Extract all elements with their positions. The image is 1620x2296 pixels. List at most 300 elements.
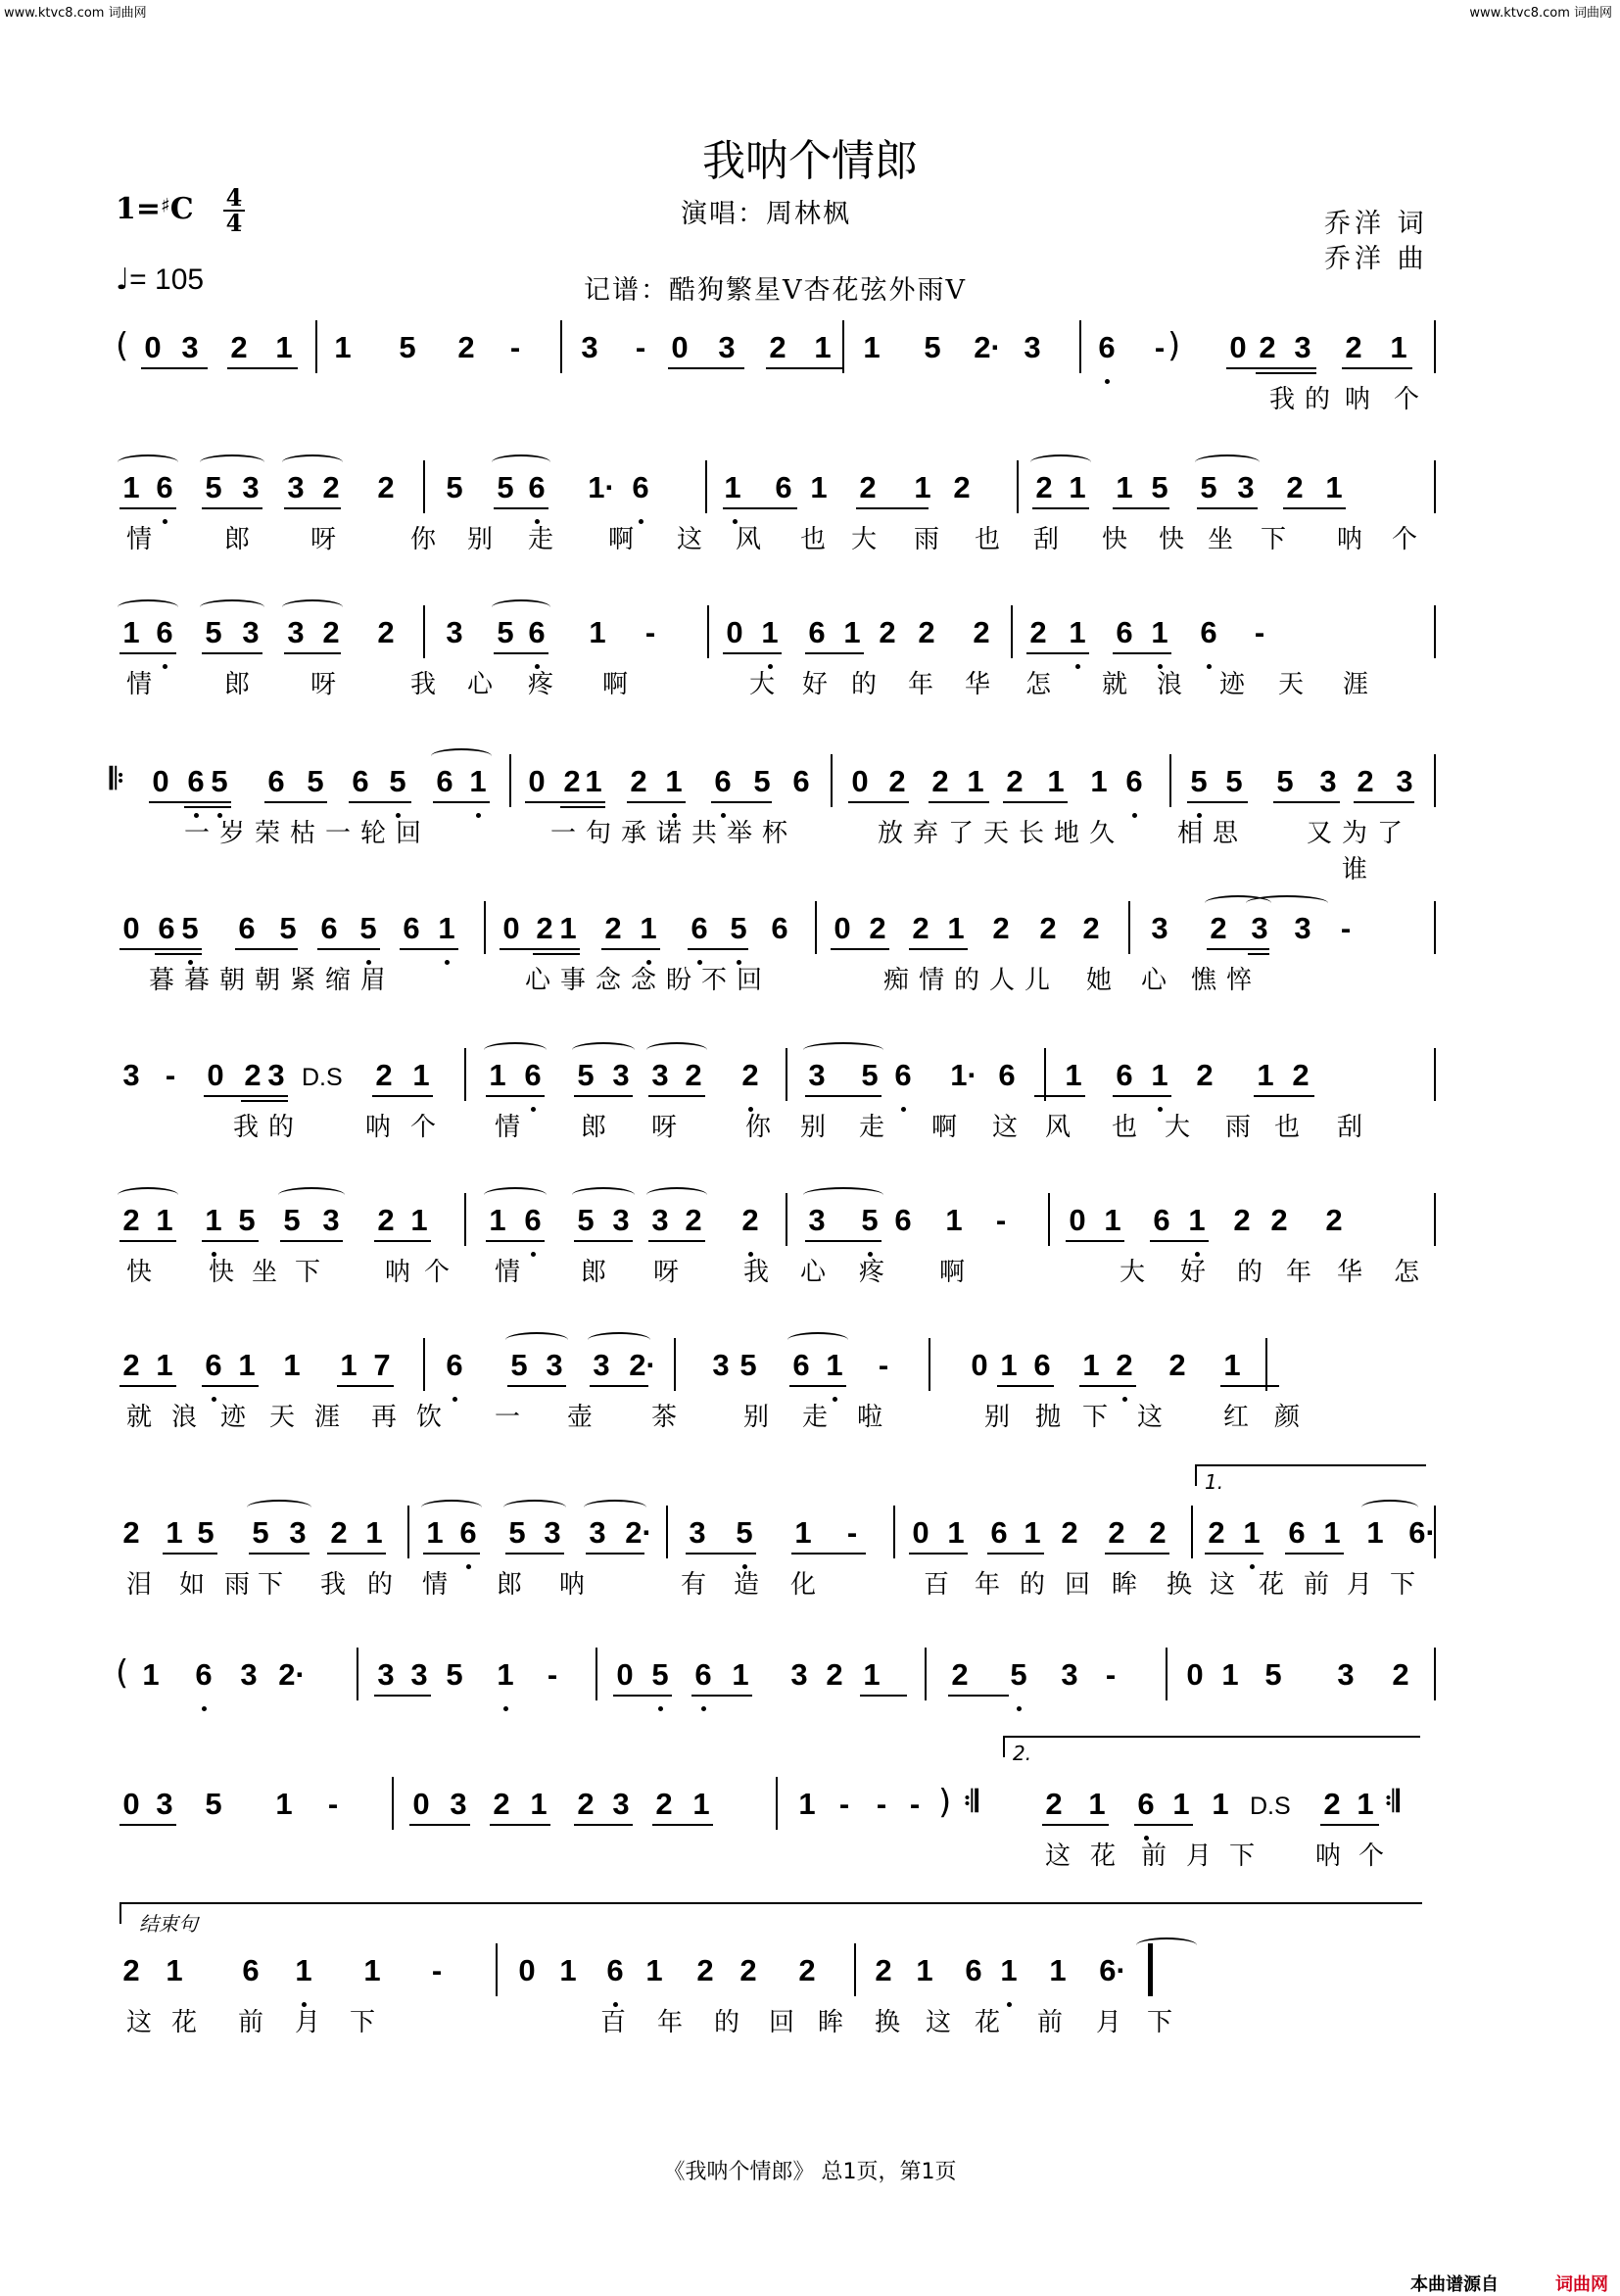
beam-underline [486, 1240, 545, 1242]
beam-underline [1197, 507, 1258, 509]
note: 2 [322, 615, 340, 649]
lyric-syllable: 我 [409, 670, 436, 699]
slur-arc [492, 599, 550, 615]
note: 2 [1270, 1203, 1288, 1237]
note: 1 [275, 330, 293, 364]
lyrics-line [116, 1252, 1424, 1291]
lyric-syllable: 下 [294, 1258, 320, 1287]
note: 0 [971, 1348, 988, 1382]
note: 2 [918, 615, 935, 649]
note: 6 [524, 1058, 542, 1092]
lyric-syllable: 花 [170, 2008, 197, 2037]
note: 2 [826, 1657, 843, 1692]
hold-dash: - [995, 1203, 1007, 1237]
beam-underline [119, 652, 176, 654]
lyric-syllable: 的 [713, 2008, 739, 2037]
sharp-sign: ♯ [161, 193, 170, 217]
note: 5 [730, 911, 747, 945]
note: 1 [497, 1657, 514, 1692]
note: 0 [726, 615, 743, 649]
note: 5 [577, 1058, 595, 1092]
note: 0 [412, 1787, 430, 1821]
note: 2 [1006, 764, 1024, 798]
note: 6 [606, 1953, 624, 1987]
lyric-syllable: 呀 [310, 525, 336, 554]
singer-credit: 演唱：周林枫 [681, 199, 851, 229]
lyric-syllable: 雨 [913, 525, 939, 554]
note: 3 [581, 330, 598, 364]
note: 2 [1196, 1058, 1214, 1092]
note: 1 [1390, 330, 1407, 364]
note: 1 [1116, 470, 1133, 504]
note: 1 [1172, 1787, 1190, 1821]
lyric-syllable: 呀 [650, 1113, 677, 1142]
note: 1 [826, 1348, 843, 1382]
beam-underline-double [241, 1100, 288, 1102]
note: 1· [588, 470, 615, 504]
notation-line [116, 1346, 1424, 1395]
lyric-syllable: 下 [349, 2008, 375, 2037]
note: 5 [238, 1203, 256, 1237]
lyric-syllable: 眸 [817, 2008, 843, 2037]
slur-arc [118, 454, 178, 470]
hold-dash: - [635, 330, 646, 364]
note: 3 [544, 1515, 561, 1550]
lyric-syllable: 郎 [496, 1570, 522, 1600]
note: 6 [242, 1953, 260, 1987]
beam-underline [1003, 801, 1068, 803]
time-signature [223, 183, 245, 237]
note: 2 [655, 1787, 673, 1821]
note: 5 [283, 1203, 301, 1237]
hold-dash: - [876, 1787, 887, 1821]
bar-line [666, 1506, 668, 1558]
hold-dash: - [878, 1348, 889, 1382]
lyric-syllable: 情 [125, 525, 152, 554]
lyrics-line [116, 1397, 1424, 1436]
note: 2 [859, 470, 877, 504]
slur-arc [503, 1500, 566, 1515]
lyric-syllable: 造 [733, 1570, 759, 1600]
note: 2 [769, 330, 786, 364]
note: 6 [1153, 1203, 1170, 1237]
lyric-syllable: 年 [656, 2008, 683, 2037]
note: 6 [808, 615, 826, 649]
note: 5 [399, 330, 416, 364]
lyric-syllable: 再 [370, 1403, 397, 1432]
note: 3 [1237, 470, 1255, 504]
note: 6 [187, 764, 205, 798]
slur-arc [646, 1042, 707, 1058]
lyric-syllable: 天 [1277, 670, 1304, 699]
note: 1 [238, 1348, 256, 1382]
note: 3 [156, 1787, 173, 1821]
note: 1 [489, 1203, 506, 1237]
lyric-syllable: 别 [983, 1403, 1010, 1432]
lyric-syllable: 这 [1209, 1570, 1235, 1600]
note: 1 [1000, 1348, 1018, 1382]
hold-dash: - [909, 1787, 921, 1821]
beam-underline-double [184, 806, 231, 808]
lyric-syllable: 抛 [1034, 1403, 1061, 1432]
bar-line [392, 1777, 394, 1830]
note: 3 [1151, 911, 1168, 945]
note: 1 [810, 470, 828, 504]
lyric-syllable: 壶 [566, 1403, 593, 1432]
note: 6 [524, 1203, 542, 1237]
note: 6 [1137, 1787, 1155, 1821]
beam-underline [909, 1553, 968, 1555]
note: 2 [741, 1058, 759, 1092]
beam-underline [1220, 1385, 1279, 1387]
note: 3 [589, 1515, 606, 1550]
lyric-syllable: 郎 [223, 525, 250, 554]
beam-underline [668, 367, 744, 369]
note: 1 [438, 911, 455, 945]
lyric-syllable: 下 [1260, 525, 1286, 554]
notation-line [116, 1742, 1424, 1834]
beam-underline [586, 1553, 644, 1555]
beam-underline [374, 1695, 431, 1697]
beam-underline-double [533, 953, 580, 955]
slur-arc [505, 1332, 568, 1348]
notation-line [116, 328, 1424, 377]
note: 1 [122, 615, 140, 649]
note: 1 [1069, 615, 1086, 649]
lyric-syllable: 就 [1101, 670, 1127, 699]
bar-line [423, 460, 425, 513]
note: 3 [242, 615, 260, 649]
note: 1 [640, 911, 657, 945]
note: 2 [244, 1058, 262, 1092]
bar-line [1079, 320, 1081, 373]
lyric-syllable: 暮暮朝朝紧缩眉 [149, 966, 397, 995]
lyric-syllable: 也 [1111, 1113, 1137, 1142]
lyric-syllable: 前 [1303, 1570, 1329, 1600]
beam-underline [1273, 801, 1340, 803]
lyric-syllable: 啊 [930, 1113, 957, 1142]
lyric-syllable: 这 [676, 525, 702, 554]
note: 1 [947, 911, 965, 945]
beam-underline [119, 1385, 176, 1387]
lyric-syllable: 呐 [1314, 1842, 1341, 1871]
slur-arc [1246, 895, 1328, 911]
beam-underline [507, 1385, 566, 1387]
lyric-syllable: 她 [1085, 966, 1112, 995]
note: 5 [211, 764, 228, 798]
bar-line [464, 1048, 466, 1101]
lyrics-line [116, 1564, 1424, 1603]
note: 1 [1069, 470, 1086, 504]
note: 1 [275, 1787, 293, 1821]
note: 1 [122, 470, 140, 504]
slur-arc [803, 1042, 883, 1058]
lyrics-line [116, 813, 1424, 885]
bar-line [1434, 901, 1436, 954]
bar-line [1434, 460, 1436, 513]
lyric-syllable: 饮 [415, 1403, 442, 1432]
note: 6 [775, 470, 792, 504]
beam-underline [235, 948, 298, 950]
lyric-syllable: 浪 [1156, 670, 1182, 699]
score-row [116, 468, 1424, 576]
lyric-syllable: 雨 [223, 1570, 250, 1600]
bar-line [854, 1943, 856, 1996]
lyric-syllable: 快 [1158, 525, 1184, 554]
volta-bracket [1195, 1464, 1426, 1486]
note: 6 [459, 1515, 477, 1550]
note: 1 [761, 615, 779, 649]
note: 1 [732, 1657, 749, 1692]
slur-arc [484, 1042, 547, 1058]
note: 5 [1276, 764, 1294, 798]
note: 5 [736, 1515, 753, 1550]
note: 1 [410, 1203, 428, 1237]
beam-underline [574, 1824, 633, 1826]
note: 2 [685, 1058, 702, 1092]
lyric-syllable: 化 [789, 1570, 816, 1600]
lyricist-credit: 乔洋 词 [1324, 209, 1428, 239]
bar-line [1128, 901, 1130, 954]
bar-line [315, 320, 317, 373]
note: 0 [1229, 330, 1247, 364]
score-row [116, 1056, 1424, 1164]
beam-underline [652, 1824, 713, 1826]
beam-underline [372, 1095, 433, 1097]
bar-line [496, 1943, 498, 1996]
lyrics-line [116, 1107, 1424, 1146]
slur-arc [588, 1332, 650, 1348]
note: 2 [122, 1203, 140, 1237]
beam-underline [494, 507, 548, 509]
lyric-syllable: 呐 [558, 1570, 585, 1600]
note: 3 [181, 330, 199, 364]
note: 6 [1116, 1058, 1133, 1092]
note: 6 [1125, 764, 1143, 798]
note: 2 [1029, 615, 1047, 649]
notation-line [116, 468, 1424, 517]
lyric-syllable: 这 [925, 2008, 951, 2037]
lyric-syllable: 呐 [1344, 385, 1370, 414]
lyric-syllable: 一 [494, 1403, 520, 1432]
bar-line [560, 320, 562, 373]
note: 0 [207, 1058, 224, 1092]
note: 1 [283, 1348, 301, 1382]
score-row [116, 1346, 1424, 1454]
note: 2 [875, 1953, 892, 1987]
note: 1 [334, 330, 352, 364]
lyric-syllable: 放弃了天长地久 [878, 819, 1125, 848]
beam-underline [1113, 652, 1171, 654]
slur-arc [484, 1187, 547, 1203]
note: 5 [508, 1515, 526, 1550]
beam-underline [433, 801, 490, 803]
lyric-syllable: 年 [1285, 1258, 1311, 1287]
note: 1 [559, 911, 577, 945]
volta-number: 2. [1013, 1742, 1032, 1765]
note: 3 [1319, 764, 1337, 798]
parenthesis: ( [116, 326, 129, 365]
note: 3 [689, 1515, 706, 1550]
lyric-syllable: 快 [1101, 525, 1127, 554]
beam-underline-double [1248, 953, 1269, 955]
note: 1 [947, 1515, 965, 1550]
score-row [116, 1742, 1424, 1892]
note: 2 [931, 764, 949, 798]
lyric-syllable: 情 [494, 1113, 520, 1142]
beam-underline [1134, 1824, 1193, 1826]
note: 3 [240, 1657, 258, 1692]
bar-line [423, 605, 425, 658]
note: 1 [585, 764, 602, 798]
hold-dash: - [547, 1657, 558, 1692]
repeat-end: 𝄇 [964, 1785, 978, 1819]
note: 3 [651, 1058, 669, 1092]
note: 3 [808, 1058, 826, 1092]
lyric-syllable: 有 [680, 1570, 706, 1600]
beam-underline [249, 1553, 310, 1555]
note: 6 [156, 615, 173, 649]
note: 1 [724, 470, 741, 504]
lyric-syllable: 个 [1393, 385, 1419, 414]
lyric-syllable: 坐 [1207, 525, 1233, 554]
note: 1 [863, 330, 881, 364]
beam-underline [1066, 1240, 1124, 1242]
lyric-syllable: 怎 [1024, 670, 1051, 699]
lyric-syllable: 大 [850, 525, 877, 554]
lyric-syllable: 疼 [858, 1258, 884, 1287]
note: 5 [739, 1348, 757, 1382]
note: 2 [869, 911, 886, 945]
lyric-syllable: 痴情的人儿 [883, 966, 1061, 995]
beam-underline-double [155, 953, 202, 955]
note: 5 [307, 764, 324, 798]
beam-underline-double [1256, 372, 1316, 374]
lyric-syllable: 回 [768, 2008, 794, 2037]
source-site: 词曲网 [1555, 2274, 1608, 2295]
lyrics-line [116, 1836, 1424, 1875]
note: 0 [122, 911, 140, 945]
note: 5 [205, 470, 222, 504]
beam-underline [525, 801, 605, 803]
note: 2 [741, 1203, 759, 1237]
note: 3 [287, 470, 305, 504]
note: 0 [671, 330, 689, 364]
note: 2 [1210, 911, 1227, 945]
lyric-syllable: 迹 [219, 1403, 246, 1432]
note: 6 [965, 1953, 982, 1987]
song-title: 我呐个情郎 [702, 136, 918, 186]
note: 1 [1366, 1515, 1384, 1550]
lyric-syllable: 花 [974, 2008, 1000, 2037]
beam-underline [163, 1553, 217, 1555]
slur-arc [787, 1332, 848, 1348]
lyric-syllable: 百 [923, 1570, 949, 1600]
page-footer: 《我呐个情郎》 总1页，第1页 [663, 2160, 957, 2184]
beam-underline [1283, 507, 1346, 509]
note: 1 [645, 1953, 663, 1987]
bar-line [1434, 1048, 1436, 1101]
beam-underline [648, 1240, 705, 1242]
note: 2 [377, 615, 395, 649]
note: 5 [205, 1787, 222, 1821]
slur-arc [572, 1187, 635, 1203]
beam-underline [280, 1240, 343, 1242]
hold-dash: - [1154, 330, 1166, 364]
note: 2 [457, 330, 475, 364]
note: 5 [181, 911, 199, 945]
note: 3 [122, 1058, 140, 1092]
beam-underline [141, 367, 208, 369]
note: 6 [238, 911, 256, 945]
lyrics-line [116, 960, 1424, 999]
lyric-syllable: 这 [125, 2008, 152, 2037]
bar-line [1044, 1048, 1046, 1101]
lyric-syllable: 华 [1336, 1258, 1362, 1287]
dal-segno-mark: D.S [302, 1064, 343, 1091]
note: 2 [951, 1657, 969, 1692]
beam-underline [805, 652, 864, 654]
note: 3 [1337, 1657, 1355, 1692]
lyric-syllable: 呐 [384, 1258, 410, 1287]
lyric-syllable: 个 [1391, 525, 1417, 554]
beam-underline [1320, 1824, 1379, 1826]
beam-underline [374, 1240, 431, 1242]
note: 1 [340, 1348, 357, 1382]
lyric-syllable: 前 [1140, 1842, 1167, 1871]
note: 6 [998, 1058, 1016, 1092]
note: 1 [1065, 1058, 1082, 1092]
note: 3 [612, 1058, 630, 1092]
note: 6 [1200, 615, 1217, 649]
lyric-syllable: 花 [1258, 1570, 1284, 1600]
beam-underline [1207, 948, 1269, 950]
score-row [116, 909, 1424, 1017]
note: 6 [528, 615, 546, 649]
beam-underline [486, 1095, 545, 1097]
lyric-syllable: 也 [799, 525, 826, 554]
note: 3 [612, 1203, 630, 1237]
beam-underline [1150, 1240, 1209, 1242]
note: 6 [267, 764, 285, 798]
beam-underline [574, 1095, 633, 1097]
beam-underline [627, 801, 686, 803]
beam-underline [590, 1385, 648, 1387]
volta-number: 1. [1205, 1470, 1224, 1494]
beam-underline [490, 1824, 550, 1826]
bar-line [423, 1338, 425, 1391]
note: 2 [1149, 1515, 1167, 1550]
bar-line [815, 901, 817, 954]
beam-underline [337, 1385, 394, 1387]
composer-credit: 乔洋 曲 [1324, 244, 1428, 274]
lyric-syllable: 花 [1089, 1842, 1116, 1871]
lyric-syllable: 啦 [856, 1403, 882, 1432]
slur-arc [431, 748, 492, 764]
lyric-syllable: 我的 [233, 1113, 305, 1142]
note: 2 [973, 615, 990, 649]
note: 3 [267, 1058, 285, 1092]
note: 2 [577, 1787, 595, 1821]
note: 2 [563, 764, 581, 798]
lyric-syllable: 走 [801, 1403, 828, 1432]
lyrics-line [116, 519, 1424, 558]
quarter-note-icon: ♩ [116, 263, 130, 297]
bar-line [925, 1648, 927, 1700]
bar-line [929, 1338, 930, 1391]
lyric-syllable: 下 [1228, 1842, 1255, 1871]
bar-line [1434, 605, 1436, 658]
